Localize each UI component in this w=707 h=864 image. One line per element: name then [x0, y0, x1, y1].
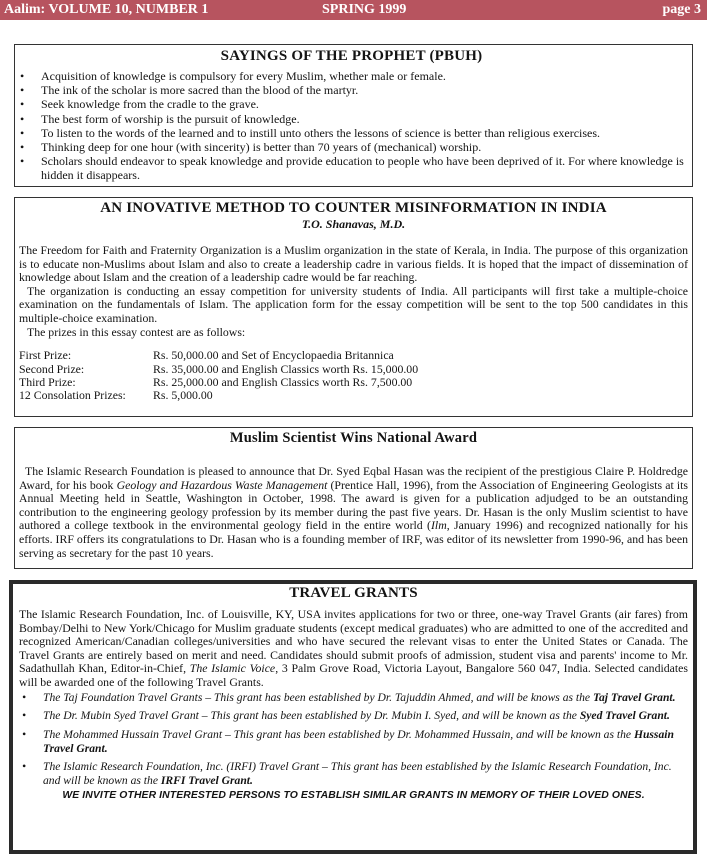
- grants-text-1: The Islamic Research Foundation, Inc. of Louisville, KY, USA invites applications for two or three, one-way Travel Grants (air fares) from Bombay/Delhi to New York/Chicago for Muslim graduate students (except medical graduates) who are admitted to one of the accredited and recognized American/Canadian colleges/universities and who have secured the relevant visas to enter the United States or Canada. The Travel Grants are entirely based on merit and need. Candidates should submit proofs of admission, student visa and parents' income to Mr. Sadathullah Khan, Editor-in-Chief,: [19, 607, 688, 676]
- prize-label: Second Prize:: [19, 361, 85, 376]
- prize-value: Rs. 5,000.00: [153, 388, 213, 403]
- award-title: Muslim Scientist Wins National Award: [229, 430, 478, 446]
- grant-text: The Islamic Research Foundation, Inc. (IRFI) Travel Grant – This grant has been established by the Islamic Research Foundation, Inc. and will be known as the: [43, 760, 672, 788]
- page-number: page 3: [662, 2, 701, 17]
- method-para-1: The Freedom for Faith and Fraternity Organization is a Muslim organization in the state of Kerala, in India. The purpose of this organization is to educate non-Muslims about Islam and also to create a leadership cadre in various fields. It is hoped that the impact of dissemination of knowledge about Islam and the creation of a leadership cadre would be far reaching.: [19, 243, 688, 285]
- method-author: T.O. Shanavas, M.D.: [301, 217, 406, 231]
- volume-label: Aalim: VOLUME 10, NUMBER 1: [4, 2, 209, 17]
- prize-value: Rs. 50,000.00 and Set of Encyclopaedia Britannica: [153, 348, 394, 363]
- method-para-3: The prizes in this essay contest are as follows:: [27, 324, 246, 339]
- list-item: • Thinking deep for one hour (with sincerity) is better than 70 years of (mechanical) worship.: [17, 140, 686, 154]
- prize-label: 12 Consolation Prizes:: [19, 388, 126, 403]
- award-paragraph: [19, 465, 688, 560]
- method-box: [14, 197, 693, 417]
- list-item: [19, 728, 688, 755]
- grant-text: The Dr. Mubin Syed Travel Grant – This grant has been established by Dr. Mubin I. Syed, and will be known as the: [43, 709, 580, 723]
- list-item: • To listen to the words of the learned and to instill unto others the lessons of science is better than religious exercises.: [17, 126, 686, 140]
- prize-value: Rs. 35,000.00 and English Classics worth Rs. 15,000.00: [153, 361, 419, 376]
- list-item: • Scholars should endeavor to speak knowledge and provide education to people who have been deprived of it. For where knowledge is hidden it disappears.: [17, 154, 686, 182]
- sayings-title: SAYINGS OF THE PROPHET (PBUH): [220, 48, 483, 64]
- grants-list: [19, 691, 688, 788]
- award-text-2: (Prentice Hall, 1996), from the Association of Engineering Geologists at its Annual Meeting held in Seattle, Washington in October, 1998. The award is given for a publication adjudged to be an outstanding contribution to the engineering geology profession by its member during the past five years. Dr. Hasan is the only Muslim scientist to have authored a college textbook in the environmental geology field in the entire world (: [19, 477, 688, 533]
- prize-row: [19, 389, 688, 402]
- prize-label: Third Prize:: [19, 374, 76, 389]
- grant-name: Hussain Travel Grant.: [43, 727, 674, 755]
- award-text-1: The Islamic Research Foundation is pleased to announce that Dr. Syed Eqbal Hasan was the recipient of the prestigious Claire P. Holdredge Award, for his book: [19, 464, 688, 492]
- grants-paragraph: [19, 608, 688, 690]
- grants-text-2: , 3 Palm Grove Road, Victoria Layout, Bangalore 560 047, India. Selected candidates will be awarded one of the following Travel Grants.: [19, 661, 688, 689]
- list-item: • Acquisition of knowledge is compulsory for every Muslim, whether male or female.: [17, 69, 686, 83]
- list-item: • The ink of the scholar is more sacred than the blood of the martyr.: [17, 83, 686, 97]
- award-text-3: , January 1996) and recognized nationally for his efforts. IRF offers its congratulations to Dr. Hasan who is a founding member of IRF, was editor of its newsletter from 1990-96, and has been serving as secretary for the past 10 years.: [19, 518, 689, 560]
- prize-value: Rs. 25,000.00 and English Classics worth Rs. 7,500.00: [153, 374, 413, 389]
- prize-table: [19, 349, 688, 403]
- method-para-2: The organization is conducting an essay competition for university students of India. All participants will first take a multiple-choice examination on the fundamentals of Islam. The application form for the essay competition will be sent to the top 500 candidates in this multiple-choice examination.: [19, 283, 688, 325]
- grant-name: Syed Travel Grant.: [579, 709, 670, 723]
- grants-title: TRAVEL GRANTS: [289, 585, 418, 601]
- grant-text: The Taj Foundation Travel Grants – This grant has been established by Dr. Tajuddin Ahmed, and will be knows as the: [43, 690, 593, 704]
- method-title: AN INOVATIVE METHOD TO COUNTER MISINFORMATION IN INDIA: [100, 200, 607, 216]
- award-box: [14, 427, 693, 569]
- list-item: [19, 691, 688, 705]
- page-header: [0, 0, 707, 20]
- closing-invitation: WE INVITE OTHER INTERESTED PERSONS TO ESTABLISH SIMILAR GRANTS IN MEMORY OF THEIR LOVED ONES.: [62, 789, 645, 801]
- grant-name: IRFI Travel Grant.: [160, 774, 253, 788]
- grants-box: [9, 580, 697, 854]
- prize-row: [19, 349, 688, 362]
- prize-row: [19, 363, 688, 376]
- list-item: [19, 709, 688, 723]
- list-item: [19, 760, 688, 787]
- prize-label: First Prize:: [19, 348, 72, 363]
- list-item: • The best form of worship is the pursuit of knowledge.: [17, 112, 686, 126]
- grant-text: The Mohammed Hussain Travel Grant – This grant has been established by Dr. Mohammed Hussain, and will be known as the: [43, 727, 634, 741]
- season-label: SPRING 1999: [322, 2, 407, 17]
- award-book-title: Geology and Hazardous Waste Management: [116, 477, 328, 492]
- prize-row: [19, 376, 688, 389]
- grants-publication: The Islamic Voice: [189, 661, 276, 676]
- sayings-list: [17, 69, 686, 183]
- sayings-box: [14, 44, 693, 187]
- grant-name: Taj Travel Grant.: [592, 690, 676, 704]
- list-item: • Seek knowledge from the cradle to the grave.: [17, 97, 686, 111]
- award-journal: Ilm: [431, 518, 447, 533]
